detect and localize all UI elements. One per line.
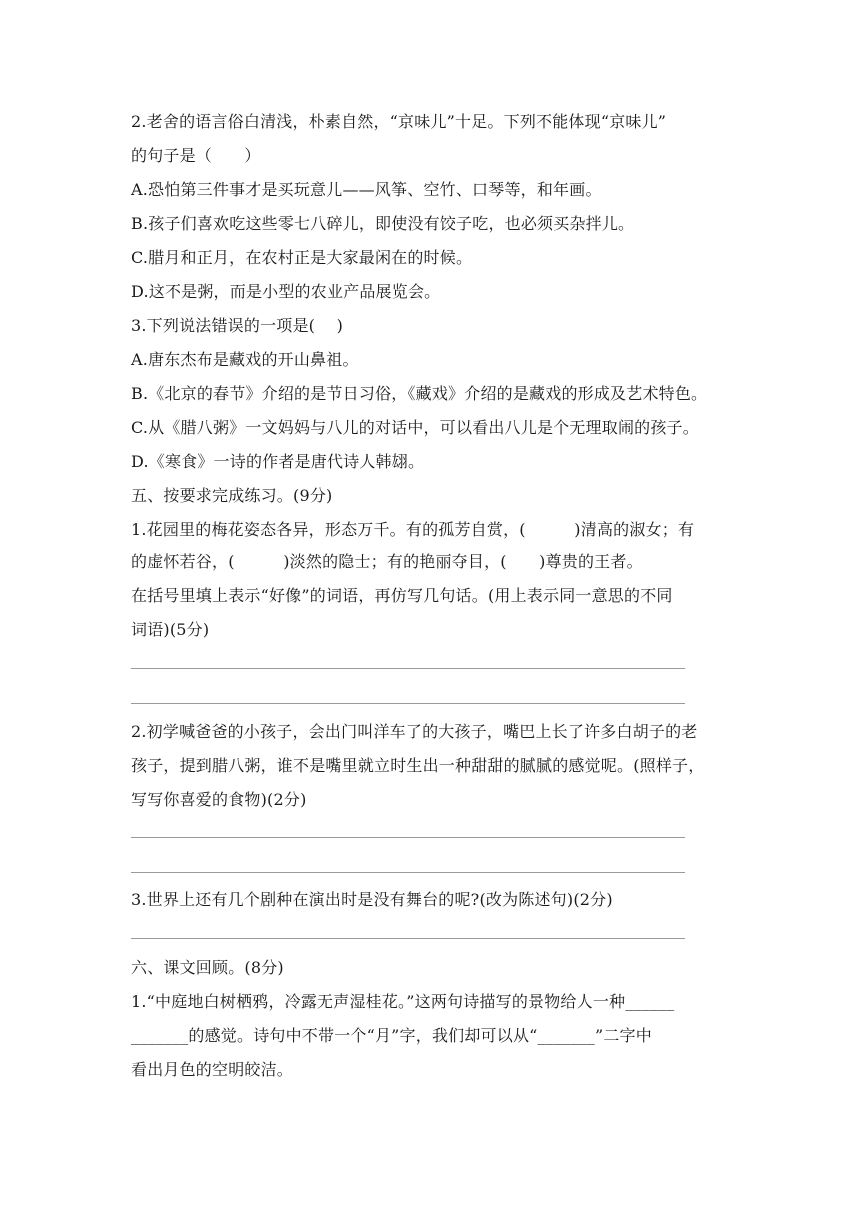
q3-stem: 3.下列说法错误的一项是( ) [131, 316, 344, 335]
s5-q1-line1: 1.花园里的梅花姿态各异，形态万千。有的孤芳自赏，( )清高的淑女；有 [131, 520, 695, 539]
q2-option-c: C.腊月和正月，在农村正是大家最闲在的时候。 [131, 248, 473, 267]
s6-q1-line2: _______的感觉。诗句中不带一个“月”字，我们却可以从“_______”二字中 [131, 1026, 652, 1045]
q3-option-d: D.《寒食》一诗的作者是唐代诗人韩翃。 [131, 452, 425, 471]
s5-q1-instruction-line1: 在括号里填上表示“好像”的词语，再仿写几句话。(用上表示同一意思的不同 [131, 586, 673, 605]
q2-stem-line2: 的句子是（ ） [131, 146, 261, 165]
answer-line[interactable] [131, 872, 685, 873]
s5-q2-line2: 孩子，提到腊八粥，谁不是嘴里就立时生出一种甜甜的腻腻的感觉呢。(照样子， [131, 756, 705, 775]
s6-q1-line3: 看出月色的空明皎洁。 [131, 1060, 294, 1079]
answer-line[interactable] [131, 703, 685, 704]
s5-q2-line1: 2.初学喊爸爸的小孩子，会出门叫洋车了的大孩子，嘴巴上长了许多白胡子的老 [131, 722, 698, 741]
answer-line[interactable] [131, 837, 685, 838]
answer-line[interactable] [131, 938, 685, 939]
s5-q3-line1: 3.世界上还有几个剧种在演出时是没有舞台的呢?(改为陈述句)(2分) [131, 890, 613, 909]
q3-option-a: A.唐东杰布是藏戏的开山鼻祖。 [131, 350, 359, 369]
q3-option-b: B.《北京的春节》介绍的是节日习俗，《藏戏》介绍的是藏戏的形成及艺术特色。 [131, 384, 708, 403]
q2-stem-line1: 2.老舍的语言俗白清浅，朴素自然，“京味儿”十足。下列不能体现“京味儿” [131, 112, 667, 131]
section5-heading: 五、按要求完成练习。(9分) [131, 486, 333, 505]
s5-q1-line2: 的虚怀若谷，( )淡然的隐士；有的艳丽夺目，( )尊贵的王者。 [131, 552, 643, 571]
q2-option-a: A.恐怕第三件事才是买玩意儿——风筝、空竹、口琴等，和年画。 [131, 180, 602, 199]
q2-option-b: B.孩子们喜欢吃这些零七八碎儿，即使没有饺子吃，也必须买杂拌儿。 [131, 214, 635, 233]
section6-heading: 六、课文回顾。(8分) [131, 958, 284, 977]
s5-q1-instruction-line2: 词语)(5分) [131, 620, 210, 639]
s6-q1-line1: 1.“中庭地白树栖鸦，冷露无声湿桂花。”这两句诗描写的景物给人一种______ [131, 992, 675, 1011]
q2-option-d: D.这不是粥，而是小型的农业产品展览会。 [131, 282, 441, 301]
answer-line[interactable] [131, 668, 685, 669]
q3-option-c: C.从《腊八粥》一文妈妈与八儿的对话中，可以看出八儿是个无理取闹的孩子。 [131, 418, 699, 437]
s5-q2-line3: 写写你喜爱的食物)(2分) [131, 790, 307, 809]
